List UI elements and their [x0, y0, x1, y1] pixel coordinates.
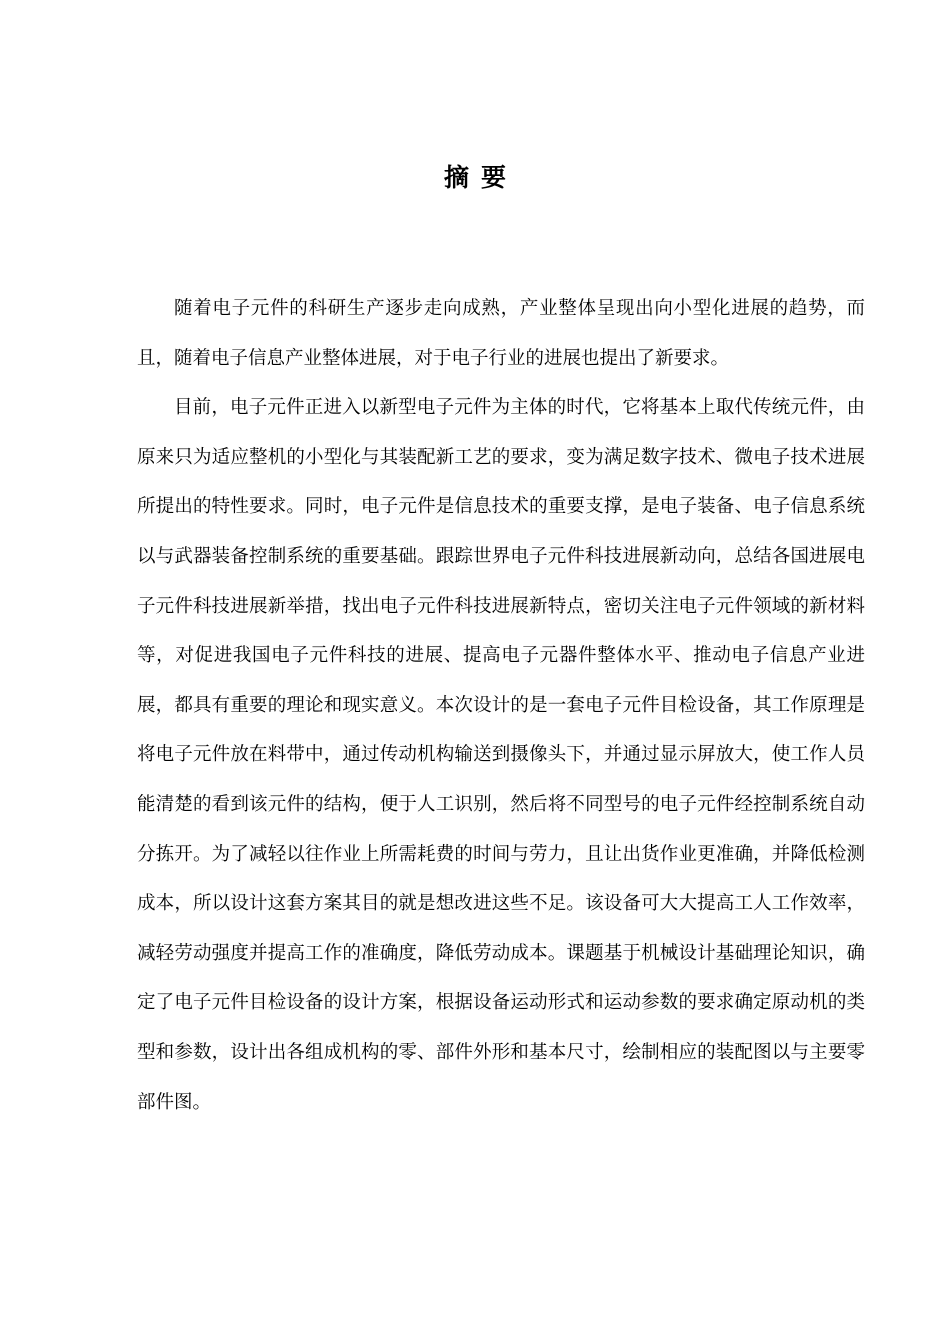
- abstract-body: [137, 284, 865, 1127]
- abstract-paragraph-2: 目前，电子元件正进入以新型电子元件为主体的时代，它将基本上取代传统元件，由原来只为适应整机的小型化与其装配新工艺的要求，变为满足数字技术、微电子技术进展所提出的特性要求。同时，电子元件是信息技术的重要支撑，是电子装备、电子信息系统以与武器装备控制系统的重要基础。跟踪世界电子元件科技进展新动向，总结各国进展电子元件科技进展新举措，找出电子元件科技进展新特点，密切关注电子元件领域的新材料等，对促进我国电子元件科技的进展、提高电子元器件整体水平、推动电子信息产业进展，都具有重要的理论和现实意义。本次设计的是一套电子元件目检设备，其工作原理是将电子元件放在料带中，通过传动机构输送到摄像头下，并通过显示屏放大，使工作人员能清楚的看到该元件的结构，便于人工识别，然后将不同型号的电子元件经控制系统自动分拣开。为了减轻以往作业上所需耗费的时间与劳力，且让出货作业更准确，并降低检测成本，所以设计这套方案其目的就是想改进这些不足。该设备可大大提高工人工作效率，减轻劳动强度并提高工作的准确度，降低劳动成本。课题基于机械设计基础理论知识，确定了电子元件目检设备的设计方案，根据设备运动形式和运动参数的要求确定原动机的类型和参数，设计出各组成机构的零、部件外形和基本尺寸，绘制相应的装配图以与主要零部件图。: [137, 397, 865, 1113]
- abstract-paragraph-1: 随着电子元件的科研生产逐步走向成熟，产业整体呈现出向小型化进展的趋势，而且，随着电子信息产业整体进展，对于电子行业的进展也提出了新要求。: [137, 298, 865, 369]
- abstract-title: 摘要: [443, 163, 518, 192]
